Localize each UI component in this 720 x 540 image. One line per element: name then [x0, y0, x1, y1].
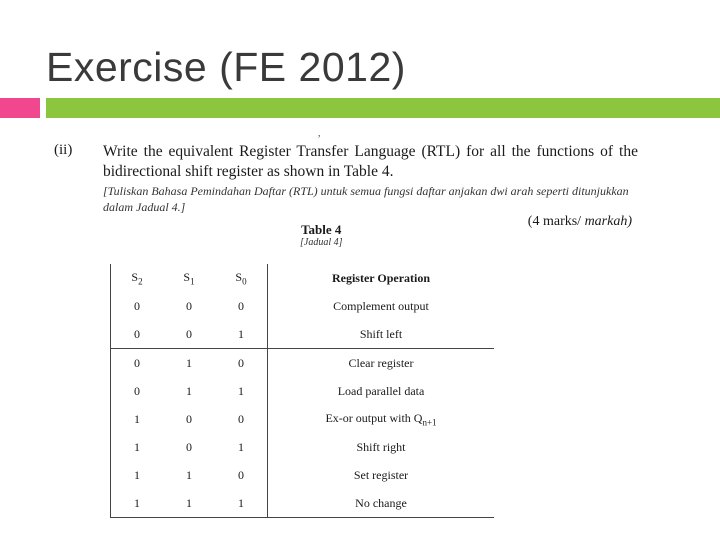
table-row — [111, 320, 495, 349]
cell-s1: 0 — [163, 320, 215, 349]
cell-s0: 1 — [215, 320, 268, 349]
cell-s0: 1 — [215, 489, 268, 518]
cell-s1: 0 — [186, 439, 192, 454]
cell-s1: 1 — [186, 383, 192, 398]
cell-operation: Ex-or output with $Q_{n+1}$ — [268, 405, 495, 433]
cell-s0: 0 — [238, 298, 244, 313]
cell-s1: 0 — [186, 298, 192, 313]
cell-s2: 1 — [111, 433, 164, 461]
cell-s0: 0 — [238, 355, 244, 370]
marks-translation: markah) — [584, 214, 632, 229]
cell-s1: 1 — [186, 467, 192, 482]
header-s1: $S_1$ — [183, 269, 195, 287]
cell-operation: No change — [268, 489, 495, 518]
cell-s1: 1 — [163, 489, 215, 518]
marks-label — [528, 214, 632, 230]
header-operation: Register Operation — [268, 264, 495, 292]
question-number: (ii) — [54, 142, 73, 158]
cell-s2: 1 — [111, 489, 164, 518]
marks-text: (4 marks/ — [527, 214, 582, 229]
table-row — [111, 349, 495, 378]
slide-title: Exercise (FE 2012) — [46, 44, 406, 90]
cell-operation: Load parallel data — [268, 377, 495, 405]
cell-s1: 0 — [186, 411, 192, 426]
cell-operation: Clear register — [268, 349, 495, 378]
cell-s2: 1 — [111, 461, 164, 489]
table-row — [111, 461, 495, 489]
cell-operation: Shift right — [268, 433, 495, 461]
table — [110, 264, 494, 518]
cell-s2: 0 — [111, 349, 164, 378]
header-s0: $S_0$ — [235, 269, 247, 287]
cell-s2: 0 — [111, 320, 164, 349]
cell-s2: 1 — [111, 405, 164, 433]
cell-s2: 0 — [111, 292, 164, 320]
cell-s0: 0 — [238, 411, 244, 426]
cell-s0: 0 — [238, 467, 244, 482]
cell-operation: Complement output — [268, 292, 495, 320]
table-row — [111, 292, 495, 320]
table-caption — [300, 222, 343, 248]
cell-operation: Set register — [268, 461, 495, 489]
cell-s0: 1 — [238, 439, 244, 454]
table-caption-translation: [Jadual 4] — [300, 237, 343, 248]
table-row — [111, 377, 495, 405]
cell-s1: 1 — [186, 355, 192, 370]
cell-operation: Shift left — [268, 320, 495, 349]
table-row — [111, 433, 495, 461]
accent-bar-pink — [0, 98, 40, 118]
cell-s0: 1 — [238, 383, 244, 398]
table-caption-title: Table 4 — [301, 222, 342, 237]
cell-s2: 0 — [111, 377, 164, 405]
table-row — [111, 489, 495, 518]
question-text: Write the equivalent Register Transfer Language (RTL) for all the functions of the bidirectional shift register as shown in Table 4. — [103, 143, 638, 180]
question-translation: [Tuliskan Bahasa Pemindahan Daftar (RTL) untuk semua fungsi daftar anjakan dwi arah seperti ditunjukkan dalam Jadual 4.] — [103, 184, 629, 214]
register-operation-table — [110, 264, 494, 518]
accent-bar-green — [46, 98, 720, 118]
stray-tick-mark: , — [318, 128, 321, 139]
table-header-row — [111, 264, 495, 292]
header-s2: $S_2$ — [111, 264, 164, 292]
table-row — [111, 405, 495, 433]
